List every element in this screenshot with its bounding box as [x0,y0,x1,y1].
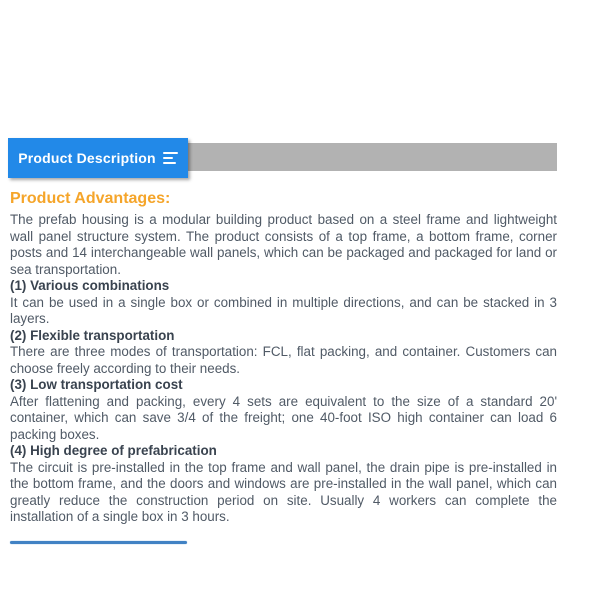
bottom-divider [10,541,187,544]
advantage-body-1: It can be used in a single box or combined in multiple directions, and can be stacked in 3 layers. [10,294,557,326]
tab-bar-track [183,143,557,171]
advantage-body-3: After flattening and packing, every 4 sets are equivalent to the size of a standard 20' container, which can save 3/4 of the freight; one 40-foot ISO high container can load 6 packing boxes. [10,393,557,442]
advantage-title-1: (1) Various combinations [10,278,170,293]
advantage-title-3: (3) Low transportation cost [10,377,183,392]
advantages-heading: Product Advantages: [10,190,171,207]
tab-bar [0,138,600,178]
advantage-body-4: The circuit is pre-installed in the top frame and wall panel, the drain pipe is pre-installed in the bottom frame, and the doors and windows are pre-installed in the wall panel, which can greatly reduce the construction period on site. Usually 4 workers can complete the installation of a single box in 3 hours. [10,459,557,524]
description-content [10,190,557,544]
advantage-section-2 [10,328,557,378]
advantage-title-2: (2) Flexible transportation [10,327,175,343]
menu-lines-icon [163,152,178,165]
tab-product-description[interactable] [8,138,188,178]
tab-label: Product Description [18,150,156,166]
advantage-section-4 [10,443,557,526]
advantage-title-4: (4) High degree of prefabrication [10,443,217,458]
advantage-section-1 [10,278,557,328]
intro-paragraph: The prefab housing is a modular building product based on a steel frame and lightweight wall panel structure system. The product consists of a top frame, a bottom frame, corner posts and 14 interchangeable wall panels, which can be packaged and packaged for land or sea transportation. [10,212,557,277]
advantage-body-2: There are three modes of transportation: FCL, flat packing, and container. Customers can choose freely according to their needs. [10,344,557,376]
advantage-section-3 [10,377,557,443]
